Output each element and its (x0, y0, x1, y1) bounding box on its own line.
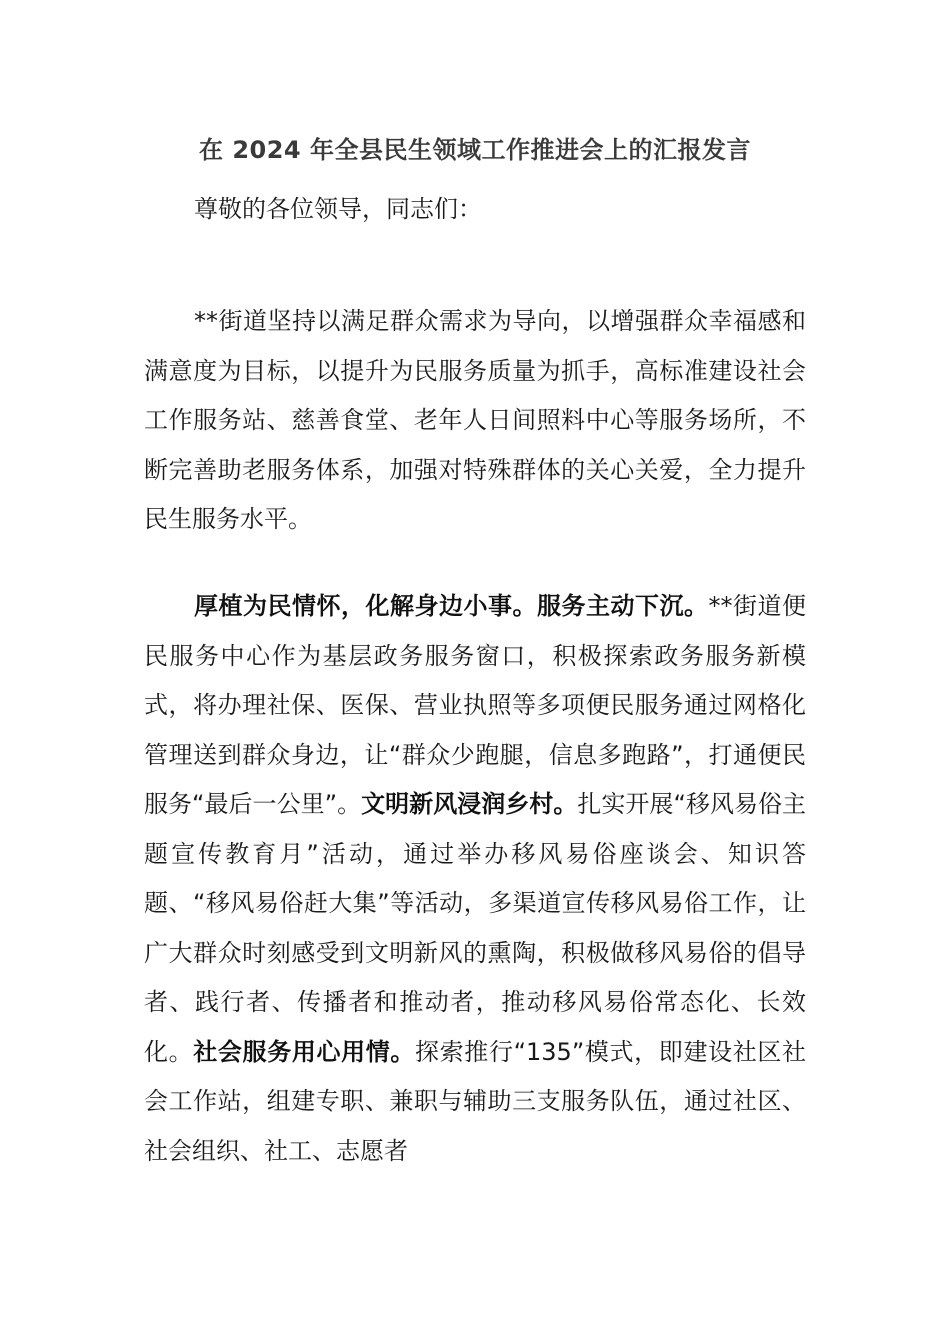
paragraph-services (144, 582, 806, 1176)
subsection-title-social: 社会服务用心用情。 (193, 1037, 416, 1066)
subsection-text-civility: 扎实开展“移风易俗主题宣传教育月”活动，通过举办移风易俗座谈会、知识答题、“移风易俗赶大集”等活动，多渠道宣传移风易俗工作，让广大群众时刻感受到文明新风的熏陶，积极做移风易俗的倡导者、践行者、传播者和推动者，推动移风易俗常态化、长效化。 (144, 790, 807, 1066)
paragraph-intro: **街道坚持以满足群众需求为导向，以增强群众幸福感和满意度为目标，以提升为民服务质量为抓手，高标准建设社会工作服务站、慈善食堂、老年人日间照料中心等服务场所，不断完善助老服务体系，加强对特殊群体的关心关爱，全力提升民生服务水平。 (144, 307, 806, 533)
section-heading: 厚植为民情怀，化解身边小事。 (194, 592, 537, 620)
subsection-text-social: 探索推行“135”模式，即建设社区社会工作站，组建专职、兼职与辅助三支服务队伍，通过社区、社会组织、社工、志愿者 (144, 1037, 807, 1165)
subsection-text-service: **街道便民服务中心作为基层政务服务窗口，积极探索政务服务新模式，将办理社保、医保、营业执照等多项便民服务通过网格化管理送到群众身边，让“群众少跑腿，信息多跑路”，打通便民服务“最后一公里”。 (144, 592, 806, 818)
salutation: 尊敬的各位领导，同志们： (194, 195, 482, 223)
document-title: 在 2024 年全县民生领域工作推进会上的汇报发言 (198, 136, 751, 164)
subsection-title-civility: 文明新风浸润乡村。 (361, 790, 578, 818)
subsection-title-service: 服务主动下沉。 (537, 592, 709, 620)
